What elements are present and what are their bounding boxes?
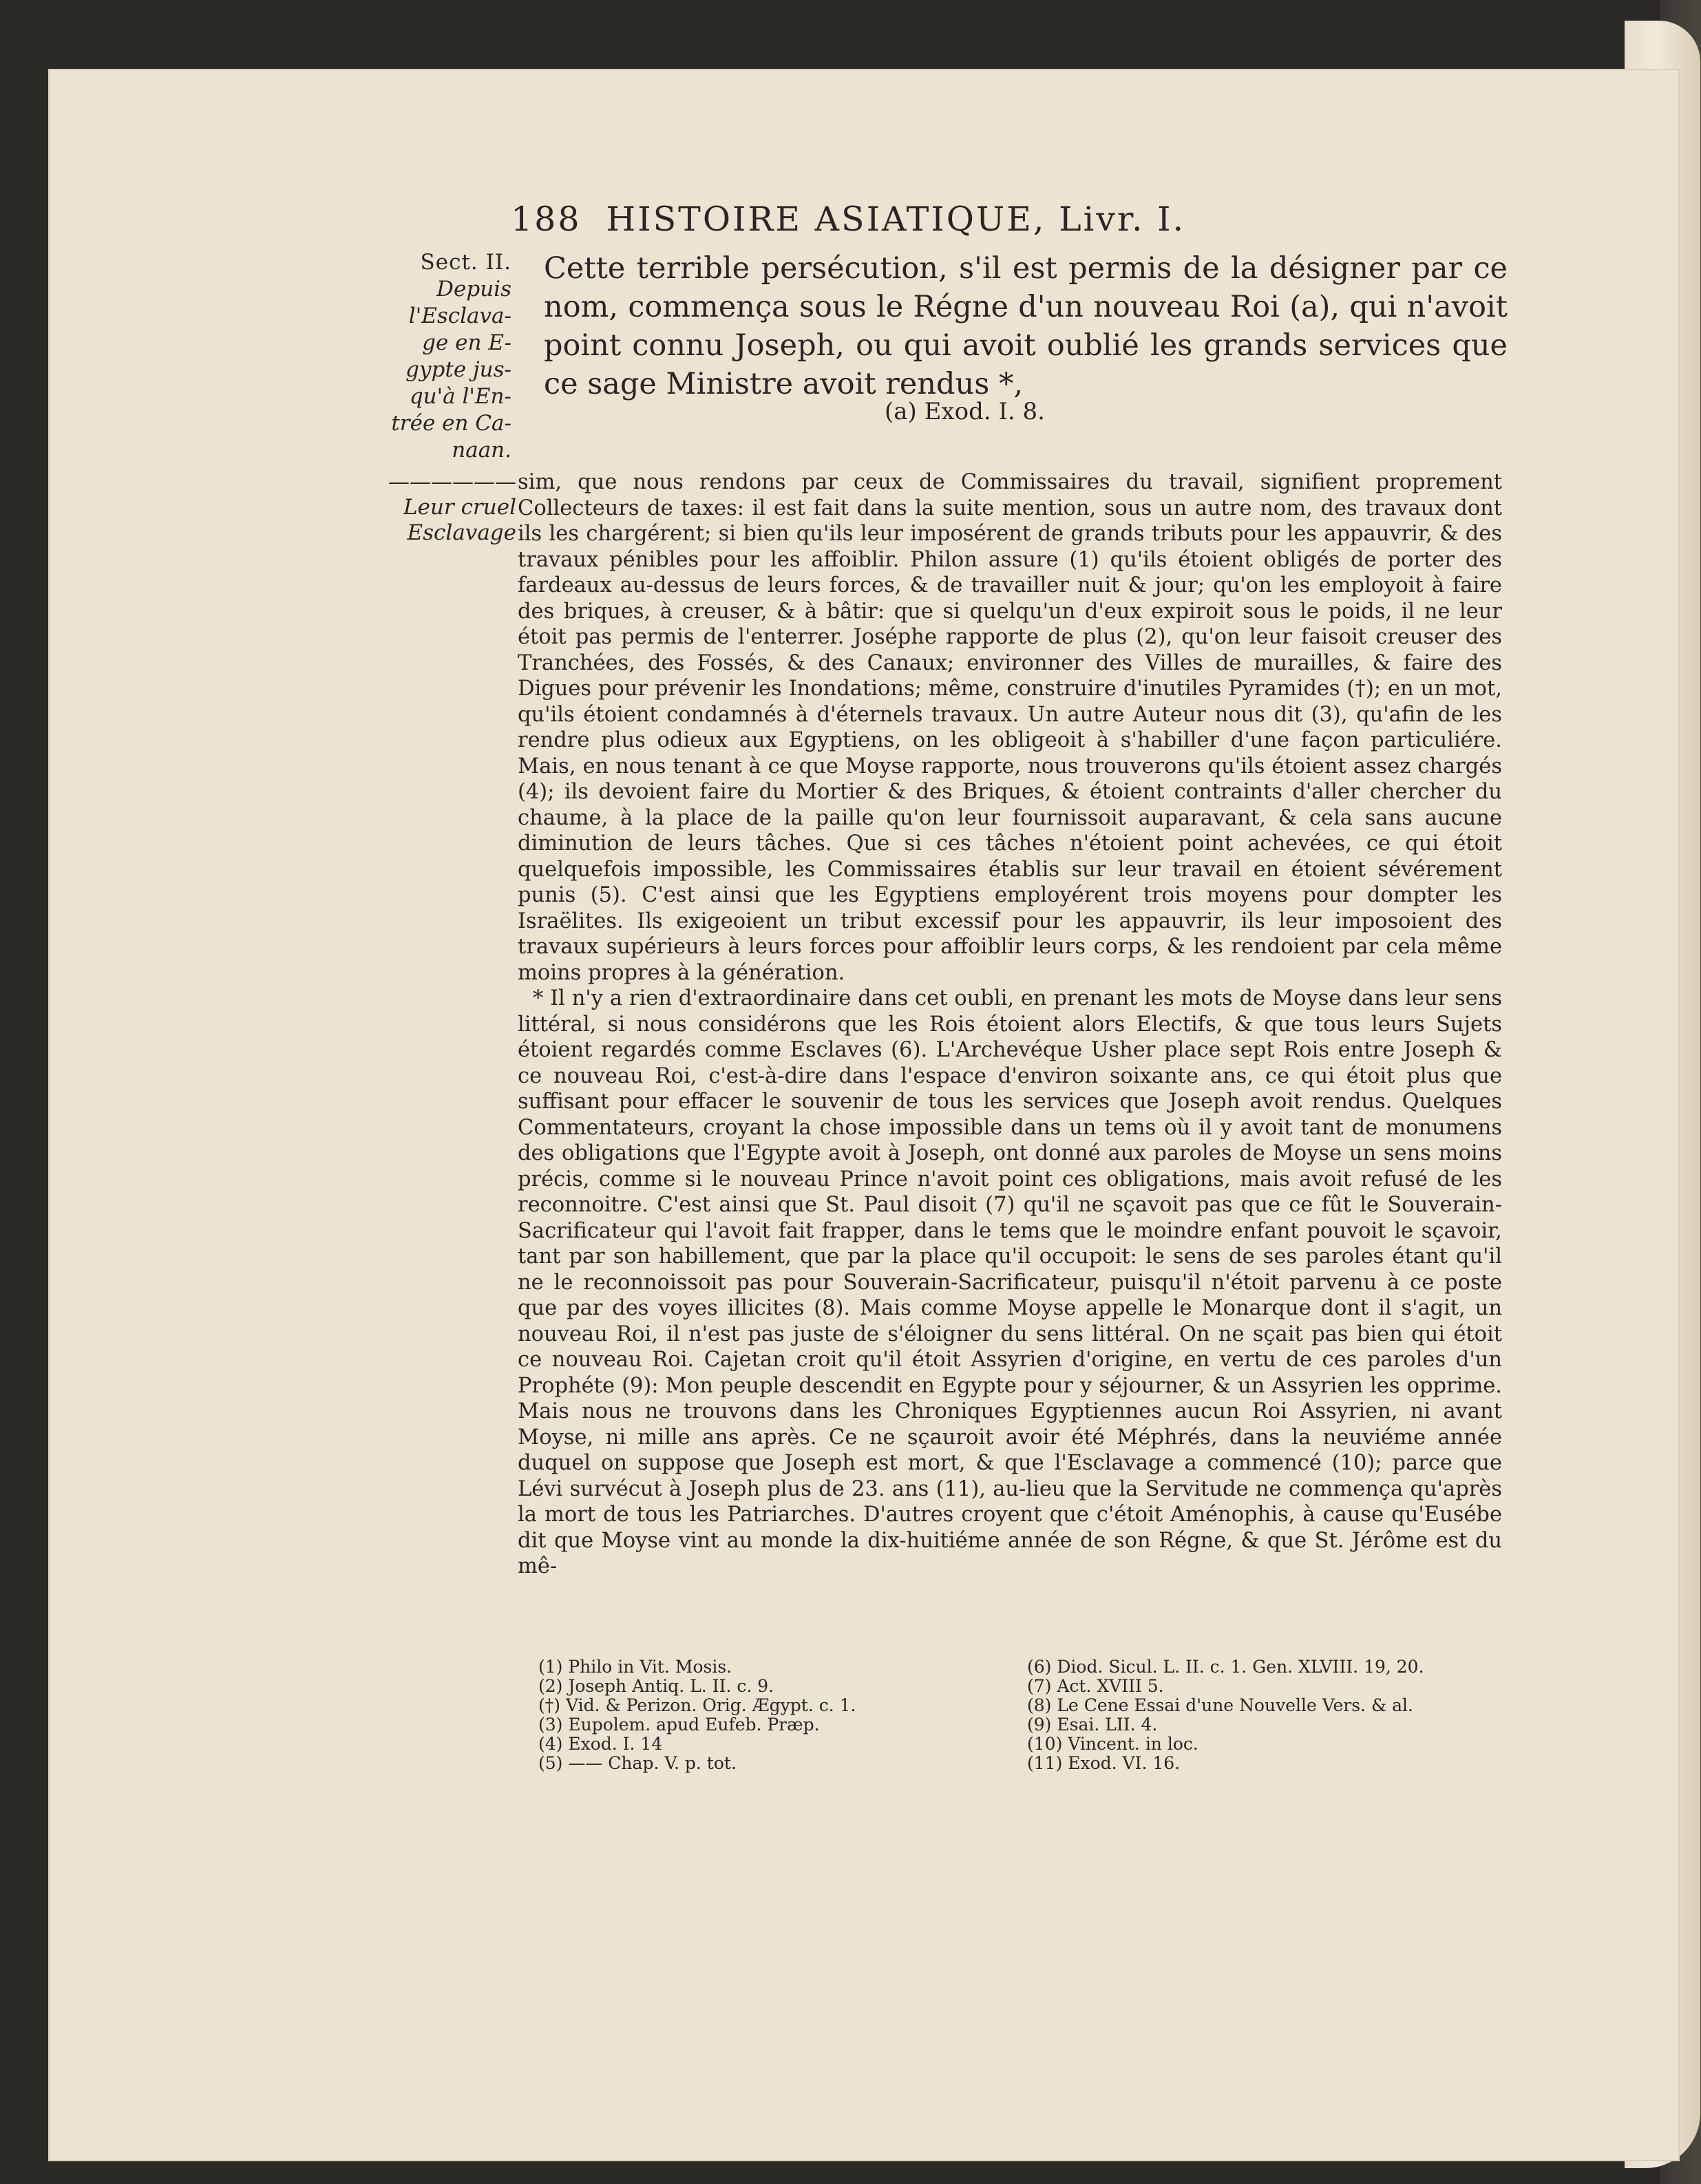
margin-notes (360, 249, 511, 464)
footnote: (2) Joseph Antiq. L. II. c. 9. (538, 1676, 774, 1696)
body-paragraph: sim, que nous rendons par ceux de Commissaires du travail, signifient proprement Collecteurs de taxes: il est fait dans la suite mention, sous un autre nom, des travaux dont ils les chargérent; si bien qu'ils leur imposérent de grands tributs pour les appauvrir, & des travaux pénibles pour les affoiblir. Philon assure (1) qu'ils étoient obligés de porter des fardeaux au-dessus de leurs forces, & de travailler nuit & jour; qu'on les employoit à faire des briques, à creuser, & à bâtir: que si quelqu'un d'eux expiroit sous le poids, il ne leur étoit pas permis de l'enterrer. Joséphe rapporte de plus (2), qu'on leur faisoit creuser des Tranchées, des Fossés, & des Canaux; environner des Villes de murailles, & faire des Digues pour prévenir les Inondations; même, construire d'inutiles Pyramides (†); en un mot, qu'ils étoient condamnés à d'éternels travaux. Un autre Auteur nous dit (3), qu'afin de les rendre plus odieux aux Egyptiens, on les obligeoit à s'habiller d'une façon particuliére. Mais, en nous tenant à ce que Moyse rapporte, nous trouverons qu'ils étoient assez chargés (4); ils devoient faire du Mortier & des Briques, & étoient contraints d'aller chercher du chaume, à la place de la paille qu'on leur fournissoit auparavant, & cela sans aucune diminution de leurs tâches. Que si ces tâches n'étoient point achevées, ce qui étoit quelquefois impossible, les Commissaires établis sur leur travail en étoient sévérement punis (5). C'est ainsi que les Egyptiens employérent trois moyens pour dompter les Israëlites. Ils exigeoient un tribut excessif pour les appauvrir, ils leur imposoient des travaux supérieurs à leurs forces pour affoiblir leurs corps, & les rendoient par cela même moins propres à la génération. (518, 470, 1502, 985)
page-number: 188 (511, 200, 582, 239)
section-label: Sect. II. (420, 250, 511, 275)
running-header (511, 200, 1543, 255)
margin-note-line: naan. (452, 438, 511, 463)
continuation-margin (358, 469, 516, 546)
footnote: (9) Esai. LII. 4. (1027, 1715, 1158, 1735)
footnote: (3) Eupolem. apud Eufeb. Præp. (538, 1715, 820, 1735)
body-text (518, 469, 1502, 1580)
margin-note-line: l'Esclava- (408, 304, 511, 328)
footnotes-right-column (1027, 1657, 1516, 1816)
footnote: (7) Act. XVIII 5. (1027, 1676, 1164, 1696)
margin-note-line: gypte jus- (405, 357, 511, 382)
footnote-a: (a) Exod. I. 8. (885, 398, 1045, 425)
footnote: (4) Exod. I. 14 (538, 1734, 663, 1754)
footnotes (538, 1657, 1516, 1816)
margin-rule: —————— (388, 469, 516, 494)
margin-note-line: trée en Ca- (391, 411, 511, 436)
margin-note-line: Depuis (436, 277, 511, 301)
running-title: HISTOIRE ASIATIQUE, Livr. I. (606, 200, 1186, 239)
footnote: (5) —— Chap. V. p. tot. (538, 1753, 737, 1773)
footnotes-left-column (538, 1657, 1027, 1816)
footnote: (6) Diod. Sicul. L. II. c. 1. Gen. XLVIII. 19, 20. (1027, 1657, 1424, 1677)
margin-note-line: Esclavage (407, 520, 516, 545)
lead-paragraph: Cette terrible persécution, s'il est permis de la désigner par ce nom, commença sous le Régne d'un nouveau Roi (a), qui n'avoit point connu Joseph, ou qui avoit oublié les grands services que ce sage Ministre avoit rendus *, (544, 251, 1508, 401)
body-paragraph: * Il n'y a rien d'extraordinaire dans cet oubli, en prenant les mots de Moyse dans leur sens littéral, si nous considérons que les Rois étoient alors Electifs, & que tous leurs Sujets étoient regardés comme Esclaves (6). L'Archevéque Usher place sept Rois entre Joseph & ce nouveau Roi, c'est-à-dire dans l'espace d'environ soixante ans, ce qui étoit plus que suffisant pour effacer le souvenir de tous les services que Joseph avoit rendus. Quelques Commentateurs, croyant la chose impossible dans un tems où il y avoit tant de monumens des obligations que l'Egypte avoit à Joseph, ont donné aux paroles de Moyse un sens moins précis, comme si le nouveau Prince n'avoit point ces obligations, mais avoit refusé de les reconnoitre. C'est ainsi que St. Paul disoit (7) qu'il ne sçavoit pas que ce fût le Souverain-Sacrificateur qui l'avoit fait frapper, dans le tems que le moindre enfant pouvoit le sçavoir, tant par son habillement, que par la place qu'il occupoit: le sens de ses paroles étant qu'il ne le reconnoissoit pas pour Souverain-Sacrificateur, puisqu'il n'étoit parvenu à ce poste que par des voyes illicites (8). Mais comme Moyse appelle le Monarque dont il s'agit, un nouveau Roi, il n'est pas juste de s'éloigner du sens littéral. On ne sçait pas bien qui étoit ce nouveau Roi. Cajetan croit qu'il étoit Assyrien d'origine, en vertu de ces paroles d'un Prophéte (9): Mon peuple descendit en Egypte pour y séjourner, & un Assyrien les opprime. Mais nous ne trouvons dans les Chroniques Egyptiennes aucun Roi Assyrien, ni avant Moyse, ni mille ans après. Ce ne sçauroit avoir été Méphrés, dans la neuviéme année duquel on suppose que Joseph est mort, & que l'Esclavage a commencé (10); parce que Lévi survécut à Joseph plus de 23. ans (11), au-lieu que la Servitude ne commença qu'après la mort de tous les Patriarches. D'autres croyent que c'étoit Aménophis, à cause qu'Eusébe dit que Moyse vint au monde la dix-huitiéme année de son Régne, & que St. Jérôme est du mê- (518, 986, 1502, 1578)
margin-note-line: ge en E- (422, 330, 511, 355)
footnote: (8) Le Cene Essai d'une Nouvelle Vers. & al. (1027, 1695, 1413, 1715)
footnote: (11) Exod. VI. 16. (1027, 1753, 1181, 1773)
margin-note-line: Leur cruel (403, 495, 516, 520)
margin-note-line: qu'à l'En- (409, 384, 511, 409)
footnote: (10) Vincent. in loc. (1027, 1734, 1198, 1754)
footnote: (1) Philo in Vit. Mosis. (538, 1657, 732, 1677)
footnote: (†) Vid. & Perizon. Orig. Ægypt. c. 1. (538, 1695, 856, 1715)
